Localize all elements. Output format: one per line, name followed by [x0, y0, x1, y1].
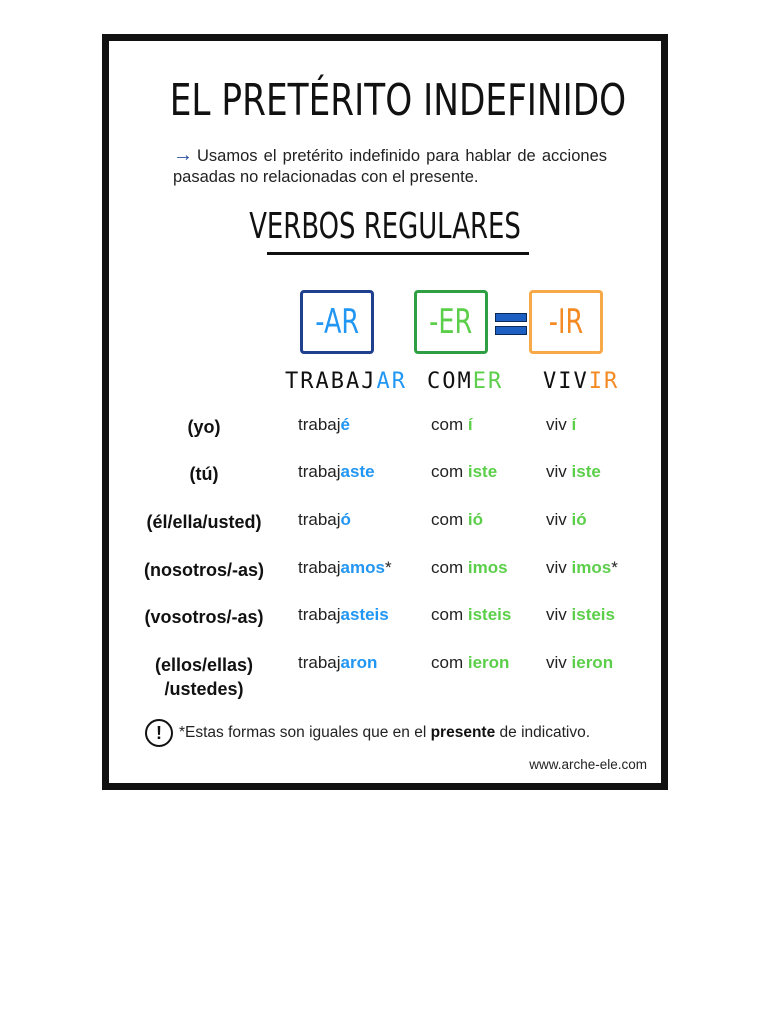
footnote	[145, 719, 655, 747]
form-ar: trabajamos*	[298, 558, 392, 577]
form-ir: viv imos*	[546, 558, 618, 577]
arrow-right-icon: →	[173, 144, 193, 166]
ending-er-label: -ER	[429, 302, 473, 342]
verb-stem: TRABAJ	[285, 369, 377, 394]
form-ir: viv ió	[546, 510, 587, 529]
pronoun-label: (nosotros/-as)	[143, 560, 264, 580]
form-ar: trabajé	[298, 415, 350, 434]
website-link[interactable]: www.arche-ele.com	[529, 757, 647, 772]
footnote-bold: presente	[430, 724, 496, 742]
form-ir: viv ieron	[546, 653, 614, 672]
exclamation-icon: !	[145, 719, 173, 747]
ending-box-er	[414, 290, 488, 354]
form-ar: trabajó	[298, 510, 351, 529]
table-row	[109, 605, 661, 635]
verb-stem: VIV	[543, 369, 589, 394]
form-er: com í	[431, 415, 473, 434]
table-row	[109, 415, 661, 445]
pronoun-label: (tú)	[189, 464, 219, 484]
pronoun-label: (ellos/ellas) /ustedes)	[154, 655, 254, 699]
form-ir: viv iste	[546, 462, 601, 481]
footnote-text-after: de indicativo.	[495, 724, 590, 742]
form-ar: trabajaron	[298, 653, 378, 672]
form-er: com ieron	[431, 653, 510, 672]
pronoun-label: (yo)	[187, 417, 221, 437]
form-ar: trabajasteis	[298, 605, 389, 624]
ending-ar-label: -AR	[315, 302, 359, 342]
table-row	[109, 510, 661, 540]
ending-box-ar	[300, 290, 374, 354]
equals-icon	[495, 313, 527, 333]
table-row	[109, 653, 661, 699]
pronoun-label: (él/ella/usted)	[146, 512, 262, 532]
table-row	[109, 558, 661, 588]
verb-comer	[427, 369, 503, 394]
form-er: com iste	[431, 462, 498, 481]
page-title: EL PRETÉRITO INDEFINIDO	[169, 75, 627, 126]
verb-ending: AR	[376, 369, 407, 394]
verb-trabajar	[285, 369, 407, 394]
form-er: com isteis	[431, 605, 512, 624]
ending-box-ir	[529, 290, 603, 354]
form-ir: viv í	[546, 415, 577, 434]
pronoun-label: (vosotros/-as)	[144, 607, 264, 627]
form-er: com ió	[431, 510, 483, 529]
verb-ending: ER	[472, 369, 504, 394]
intro-paragraph	[173, 145, 607, 188]
footnote-text-before: *Estas formas son iguales que en el	[179, 724, 431, 742]
intro-text: Usamos el pretérito indefinido para hablar de acciones pasadas no relacionadas con el presente.	[173, 147, 607, 186]
section-title: VERBOS REGULARES	[249, 206, 521, 247]
ending-ir-label: -IR	[548, 302, 584, 342]
form-er: com imos	[431, 558, 508, 577]
verb-vivir	[543, 369, 619, 394]
form-ir: viv isteis	[546, 605, 615, 624]
verb-ending: IR	[588, 369, 620, 394]
verb-stem: COM	[427, 369, 473, 394]
poster-frame	[102, 34, 668, 790]
table-row	[109, 462, 661, 492]
section-underline	[267, 252, 529, 255]
form-ar: trabajaste	[298, 462, 375, 481]
